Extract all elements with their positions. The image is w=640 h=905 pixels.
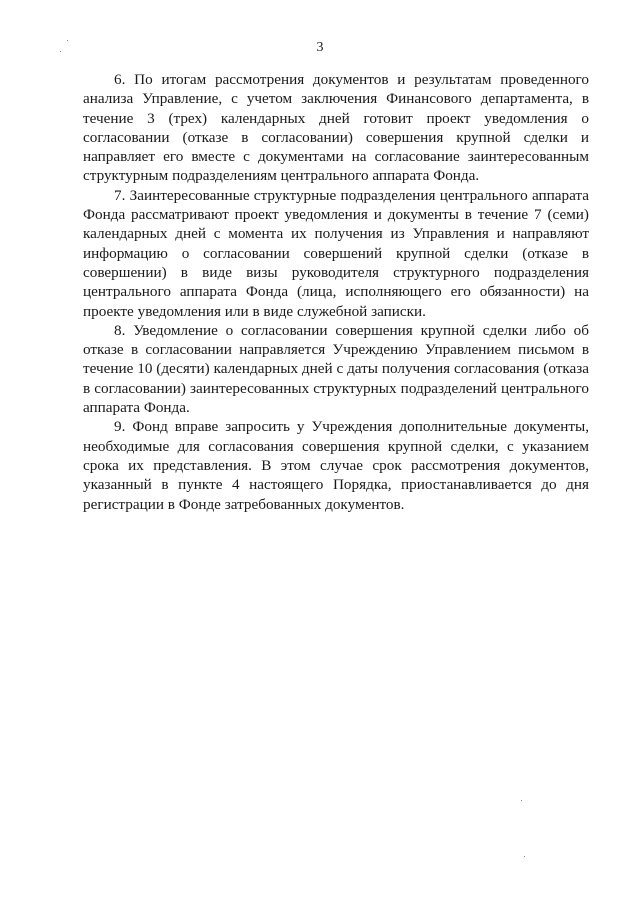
paragraph-6: 6. По итогам рассмотрения документов и результатам проведенного анализа Управление, с учетом заключения Финансового департамента, в течение 3 (трех) календарных дней готовит проект уведомления о согласовании (отказе в согласовании) совершения крупной сделки и направляет его вместе с документами на согласование заинтересованным структурным подразделениям центрального аппарата Фонда. <box>83 71 589 185</box>
document-body <box>83 70 589 514</box>
paragraph-9: 9. Фонд вправе запросить у Учреждения дополнительные документы, необходимые для согласования совершения крупной сделки, с указанием срока их представления. В этом случае срок рассмотрения документов, указанный в пункте 4 настоящего Порядка, приостанавливается до дня регистрации в Фонде затребованных документов. <box>83 418 589 513</box>
paragraph-7: 7. Заинтересованные структурные подразделения центрального аппарата Фонда рассматривают проект уведомления и документы в течение 7 (семи) календарных дней с момента их получения из Управления и направляют информацию о согласовании совершений крупной сделки (отказе в совершении) в виде визы руководителя структурного подразделения центрального аппарата Фонда (лица, исполняющего его обязанности) на проекте уведомления или в виде служебной записки. <box>83 186 589 320</box>
page-number: 3 <box>316 40 324 55</box>
scan-speck <box>521 800 522 801</box>
scan-speck <box>524 856 525 857</box>
paragraph-8: 8. Уведомление о согласовании совершения крупной сделки либо об отказе в согласовании направляется Учреждению Управлением письмом в течение 10 (десяти) календарных дней с даты получения согласования (отказа в согласовании) заинтересованных структурных подразделений центрального аппарата Фонда. <box>83 321 589 417</box>
